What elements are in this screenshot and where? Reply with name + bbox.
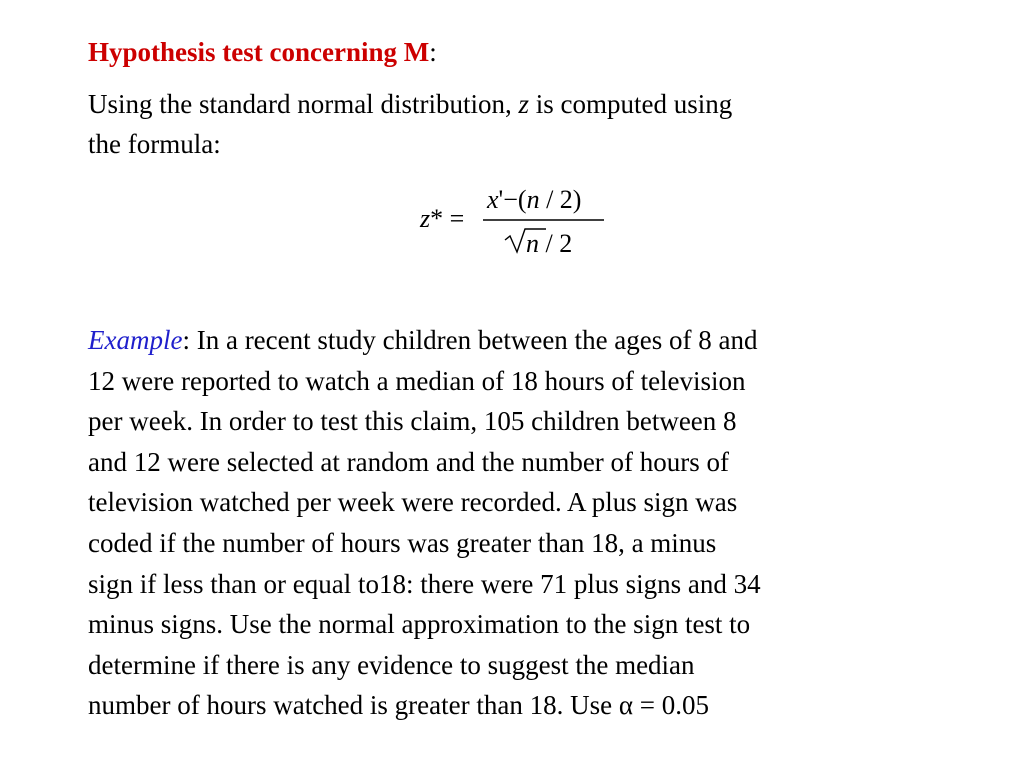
formula-svg (0, 170, 1024, 270)
example-line (88, 320, 958, 361)
heading-title: Hypothesis test concerning M (88, 37, 430, 67)
heading-colon: : (429, 37, 437, 67)
example-line-text: : In a recent study children between the ages of 8 and (182, 325, 758, 355)
example-line: 12 were reported to watch a median of 18 hours of television (88, 365, 746, 396)
formula-lhs: z* = (420, 204, 465, 233)
intro-z-variable: z (518, 89, 529, 119)
slide-heading (88, 34, 437, 70)
intro-paragraph (88, 84, 938, 164)
formula-denominator: n / 2 (526, 229, 573, 258)
intro-line-1 (88, 84, 938, 124)
example-line: sign if less than or equal to18: there were 71 plus signs and 34 (88, 568, 761, 599)
example-line: coded if the number of hours was greater than 18, a minus (88, 527, 717, 558)
example-line: per week. In order to test this claim, 105 children between 8 (88, 406, 737, 437)
example-line: number of hours watched is greater than 18. Use α = 0.05 (88, 690, 709, 721)
z-formula (0, 170, 1024, 270)
example-label: Example (88, 325, 183, 355)
intro-line-2: the formula: (88, 129, 221, 159)
example-line: minus signs. Use the normal approximation to the sign test to (88, 609, 751, 640)
example-line: television watched per week were recorded. A plus sign was (88, 487, 738, 518)
intro-text: Using the standard normal distribution, (88, 89, 519, 119)
example-line: determine if there is any evidence to suggest the median (88, 649, 695, 680)
example-line: and 12 were selected at random and the number of hours of (88, 446, 730, 477)
formula-numerator: x'−(n / 2) (487, 185, 582, 214)
example-paragraph (88, 320, 958, 726)
intro-text-cont: is computed using (528, 89, 733, 119)
